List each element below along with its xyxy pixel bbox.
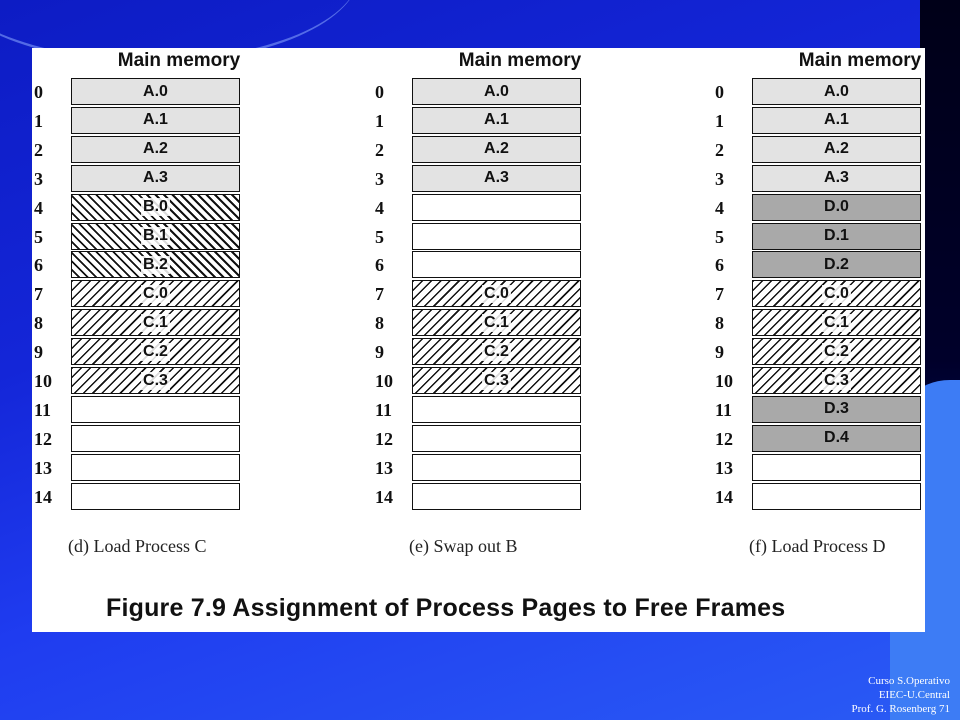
frame-cell (752, 251, 921, 278)
page-label: B.1 (143, 227, 168, 244)
page-label: D.2 (824, 255, 849, 273)
memory-frame-row (375, 223, 615, 252)
frame-cell (71, 78, 240, 105)
memory-frame-row (375, 165, 615, 194)
memory-frame-row (375, 251, 615, 280)
memory-frame-row (34, 223, 274, 252)
memory-frame-row (375, 338, 615, 367)
page-label: C.3 (143, 371, 168, 389)
page-label: D.1 (824, 227, 849, 244)
panel-caption: (d) Load Process C (68, 536, 207, 556)
page-label: C.0 (143, 284, 168, 302)
page-label: D.4 (824, 429, 849, 447)
memory-frame-row (715, 107, 925, 136)
page-label: A.0 (824, 82, 849, 100)
frame-number: 9 (34, 342, 43, 363)
memory-frame-row (34, 483, 274, 512)
memory-frame-row (34, 107, 274, 136)
memory-frame-row (715, 78, 925, 107)
panel-caption: (e) Swap out B (409, 536, 518, 556)
page-label: C.2 (484, 342, 509, 360)
page-label: C.2 (824, 342, 849, 360)
frame-number: 6 (375, 255, 384, 276)
memory-frame-row (34, 367, 274, 396)
frame-cell (752, 136, 921, 163)
frame-number: 7 (34, 284, 43, 305)
memory-frame-row (715, 251, 925, 280)
memory-panel-2 (375, 48, 615, 608)
page-label: A.0 (484, 82, 509, 100)
page-label: B.2 (143, 255, 168, 273)
panel-heading: Main memory (458, 50, 582, 71)
memory-frame-row (375, 194, 615, 223)
frame-cell (412, 107, 581, 134)
slide-footer (852, 674, 950, 716)
memory-panel-1 (34, 48, 274, 608)
memory-frame-row (34, 425, 274, 454)
page-label: D.3 (824, 400, 849, 418)
memory-frame-row (715, 223, 925, 252)
frame-cell (71, 425, 240, 452)
memory-frame-row (34, 280, 274, 309)
frame-number: 4 (715, 197, 724, 218)
page-label: C.0 (484, 284, 509, 302)
memory-frame-row (375, 396, 615, 425)
frame-cell (412, 454, 581, 481)
frame-number: 10 (34, 371, 52, 391)
frame-number: 1 (375, 110, 384, 131)
memory-frame-row (715, 309, 925, 338)
frame-number: 2 (715, 139, 724, 160)
frame-cell (412, 251, 581, 278)
frame-number: 13 (34, 457, 52, 478)
frame-cell (71, 136, 240, 163)
frame-cell (752, 165, 921, 192)
memory-frame-row (375, 107, 615, 136)
page-label: A.3 (824, 169, 849, 187)
frame-number: 10 (715, 371, 733, 391)
frame-cell (412, 483, 581, 510)
memory-frame-row (375, 454, 615, 483)
frame-cell (412, 309, 581, 336)
frame-cell (71, 251, 240, 278)
frame-cell (752, 78, 921, 105)
frame-cell (71, 483, 240, 510)
frame-number: 11 (375, 399, 393, 420)
frame-number: 14 (34, 486, 52, 507)
frame-cell (752, 338, 921, 365)
frame-cell (71, 309, 240, 336)
frame-cell (752, 194, 921, 221)
frame-cell (412, 367, 581, 394)
memory-frame-row (34, 136, 274, 165)
frame-number: 8 (715, 313, 724, 334)
memory-frame-row (715, 280, 925, 309)
frame-number: 12 (34, 428, 52, 449)
frame-cell (412, 396, 581, 423)
frame-cell (752, 425, 921, 452)
panel-caption: (f) Load Process D (749, 536, 886, 556)
memory-figure (32, 48, 925, 632)
page-label: C.3 (484, 371, 509, 389)
page-label: D.0 (824, 198, 849, 216)
frame-number: 8 (34, 313, 43, 334)
frame-number: 6 (715, 255, 724, 276)
frame-cell (71, 396, 240, 423)
page-label: C.1 (143, 313, 168, 331)
memory-frame-row (34, 454, 274, 483)
frame-number: 14 (715, 486, 733, 507)
memory-frame-row (375, 136, 615, 165)
page-label: A.3 (143, 169, 168, 187)
frame-cell (412, 280, 581, 307)
frame-number: 5 (375, 226, 384, 247)
frame-number: 10 (375, 371, 393, 391)
frame-cell (412, 338, 581, 365)
memory-frame-row (715, 483, 925, 512)
frame-number: 12 (375, 428, 393, 449)
frame-cell (412, 223, 581, 250)
frame-cell (412, 78, 581, 105)
frame-number: 2 (375, 139, 384, 160)
figure-title: Figure 7.9 Assignment of Process Pages to Free Frames (106, 594, 786, 622)
frame-number: 7 (375, 284, 384, 305)
frame-number: 0 (375, 82, 384, 102)
memory-frame-row (715, 194, 925, 223)
frame-cell (71, 338, 240, 365)
footer-department: EIEC-U.Central (878, 689, 950, 701)
frame-number: 14 (375, 486, 393, 507)
frame-cell (412, 425, 581, 452)
frame-number: 0 (34, 82, 43, 102)
memory-frame-row (34, 396, 274, 425)
frame-number: 7 (715, 284, 724, 305)
frame-number: 6 (34, 255, 43, 276)
page-label: A.2 (824, 140, 849, 158)
frame-number: 9 (715, 342, 724, 363)
frame-number: 4 (375, 197, 384, 218)
memory-frame-row (715, 136, 925, 165)
frame-cell (412, 165, 581, 192)
page-label: A.3 (484, 169, 509, 187)
page-label: C.3 (824, 371, 849, 389)
memory-frame-row (715, 454, 925, 483)
frame-cell (71, 194, 240, 221)
frame-number: 1 (34, 110, 43, 131)
frame-cell (752, 454, 921, 481)
memory-frame-row (34, 309, 274, 338)
panel-heading: Main memory (117, 50, 241, 71)
frame-cell (752, 223, 921, 250)
frame-cell (71, 223, 240, 250)
page-label: A.1 (824, 111, 849, 129)
frame-number: 2 (34, 139, 43, 160)
frame-number: 13 (375, 457, 393, 478)
memory-frame-row (34, 251, 274, 280)
frame-number: 3 (715, 168, 724, 189)
frame-number: 11 (715, 399, 733, 420)
frame-number: 11 (34, 399, 52, 420)
memory-frame-row (375, 309, 615, 338)
frame-number: 5 (715, 226, 724, 247)
page-label: C.0 (824, 284, 849, 302)
frame-cell (412, 194, 581, 221)
memory-frame-row (34, 78, 274, 107)
frame-number: 4 (34, 197, 43, 218)
page-label: C.1 (824, 313, 849, 331)
frame-number: 0 (715, 82, 724, 102)
page-label: A.2 (143, 140, 168, 158)
frame-number: 12 (715, 428, 733, 449)
memory-frame-row (715, 367, 925, 396)
frame-cell (71, 367, 240, 394)
frame-number: 3 (375, 168, 384, 189)
page-label: C.2 (143, 342, 168, 360)
frame-number: 9 (375, 342, 384, 363)
memory-frame-row (34, 194, 274, 223)
memory-frame-row (375, 425, 615, 454)
memory-frame-row (375, 367, 615, 396)
page-label: B.0 (143, 198, 168, 216)
memory-frame-row (715, 396, 925, 425)
frame-cell (71, 454, 240, 481)
frame-number: 8 (375, 313, 384, 334)
page-label: A.0 (143, 82, 168, 100)
frame-number: 3 (34, 168, 43, 189)
frame-cell (71, 280, 240, 307)
page-label: A.1 (143, 111, 168, 129)
page-label: A.2 (484, 140, 509, 158)
frame-cell (752, 367, 921, 394)
frame-cell (752, 396, 921, 423)
page-label: A.1 (484, 111, 509, 129)
footer-professor: Prof. G. Rosenberg 71 (851, 703, 950, 715)
memory-frame-row (375, 78, 615, 107)
frame-cell (412, 136, 581, 163)
memory-frame-row (375, 483, 615, 512)
frame-cell (71, 107, 240, 134)
frame-number: 13 (715, 457, 733, 478)
frame-cell (752, 483, 921, 510)
frame-cell (71, 165, 240, 192)
frame-cell (752, 309, 921, 336)
page-label: C.1 (484, 313, 509, 331)
frame-cell (752, 280, 921, 307)
frame-cell (752, 107, 921, 134)
memory-frame-row (715, 165, 925, 194)
memory-frame-row (34, 338, 274, 367)
memory-frame-row (375, 280, 615, 309)
memory-panel-3 (715, 48, 925, 608)
memory-frame-row (715, 425, 925, 454)
panel-heading: Main memory (798, 50, 922, 71)
memory-frame-row (34, 165, 274, 194)
footer-course: Curso S.Operativo (868, 675, 950, 687)
frame-number: 5 (34, 226, 43, 247)
memory-frame-row (715, 338, 925, 367)
frame-number: 1 (715, 110, 724, 131)
